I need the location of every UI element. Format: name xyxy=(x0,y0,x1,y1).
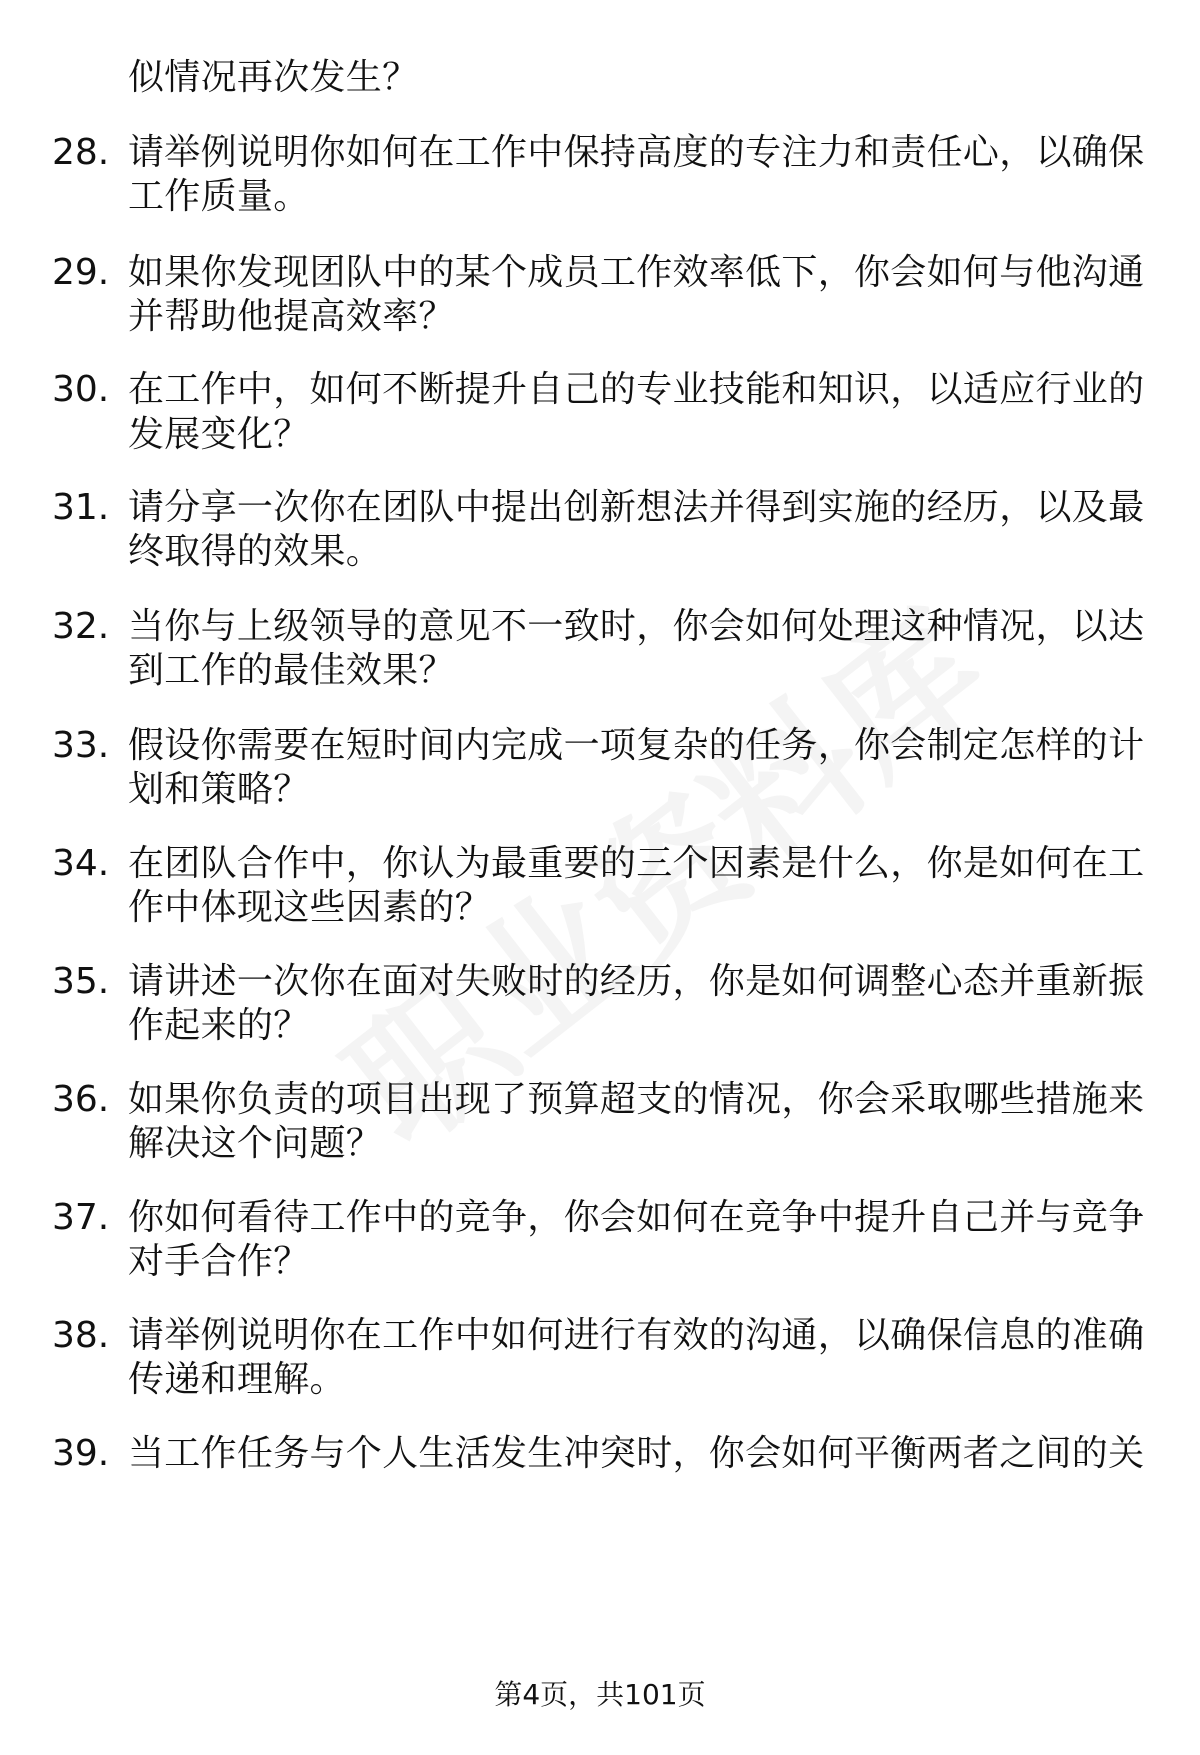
question-number: 37. xyxy=(52,1197,110,1238)
question-number: 34. xyxy=(52,843,110,884)
question-text-line: 在工作中，如何不断提升自己的专业技能和知识，以适应行业的 xyxy=(128,369,1145,410)
question-text-line: 划和策略？ xyxy=(128,769,310,810)
question-number: 28. xyxy=(52,132,110,173)
question-text-line: 作起来的？ xyxy=(128,1005,310,1046)
question-continuation-line: 似情况再次发生？ xyxy=(128,57,419,98)
question-text-line: 终取得的效果。 xyxy=(128,531,383,572)
question-number: 38. xyxy=(52,1315,110,1356)
question-text-line: 对手合作？ xyxy=(128,1241,310,1282)
question-text-line: 假设你需要在短时间内完成一项复杂的任务，你会制定怎样的计 xyxy=(128,725,1145,766)
question-text-line: 传递和理解。 xyxy=(128,1359,346,1400)
question-number: 29. xyxy=(52,252,110,293)
question-number: 33. xyxy=(52,725,110,766)
question-text-line: 如果你负责的项目出现了预算超支的情况，你会采取哪些措施来 xyxy=(128,1079,1145,1120)
question-text-line: 当你与上级领导的意见不一致时，你会如何处理这种情况，以达 xyxy=(128,606,1145,647)
question-number: 35. xyxy=(52,961,110,1002)
question-text-line: 你如何看待工作中的竞争，你会如何在竞争中提升自己并与竞争 xyxy=(128,1197,1145,1238)
question-number: 31. xyxy=(52,487,110,528)
question-text-line: 请举例说明你如何在工作中保持高度的专注力和责任心，以确保 xyxy=(128,132,1145,173)
page-footer: 第4页，共101页 xyxy=(494,1678,706,1711)
question-text-line: 作中体现这些因素的？ xyxy=(128,887,492,928)
question-text-line: 工作质量。 xyxy=(128,176,310,217)
question-text-line: 到工作的最佳效果？ xyxy=(128,650,455,691)
question-number: 36. xyxy=(52,1079,110,1120)
question-text-line: 发展变化？ xyxy=(128,414,310,455)
question-text-line: 在团队合作中，你认为最重要的三个因素是什么，你是如何在工 xyxy=(128,843,1145,884)
question-text-line: 并帮助他提高效率？ xyxy=(128,296,455,337)
question-text-line: 解决这个问题？ xyxy=(128,1123,383,1164)
question-text-line: 请分享一次你在团队中提出创新想法并得到实施的经历，以及最 xyxy=(128,487,1145,528)
question-number: 30. xyxy=(52,369,110,410)
question-text-line: 当工作任务与个人生活发生冲突时，你会如何平衡两者之间的关 xyxy=(128,1433,1145,1474)
question-text-line: 请讲述一次你在面对失败时的经历，你是如何调整心态并重新振 xyxy=(128,961,1145,1002)
question-number: 32. xyxy=(52,606,110,647)
question-number: 39. xyxy=(52,1433,110,1474)
question-text-line: 请举例说明你在工作中如何进行有效的沟通，以确保信息的准确 xyxy=(128,1315,1145,1356)
question-text-line: 如果你发现团队中的某个成员工作效率低下，你会如何与他沟通 xyxy=(128,252,1145,293)
